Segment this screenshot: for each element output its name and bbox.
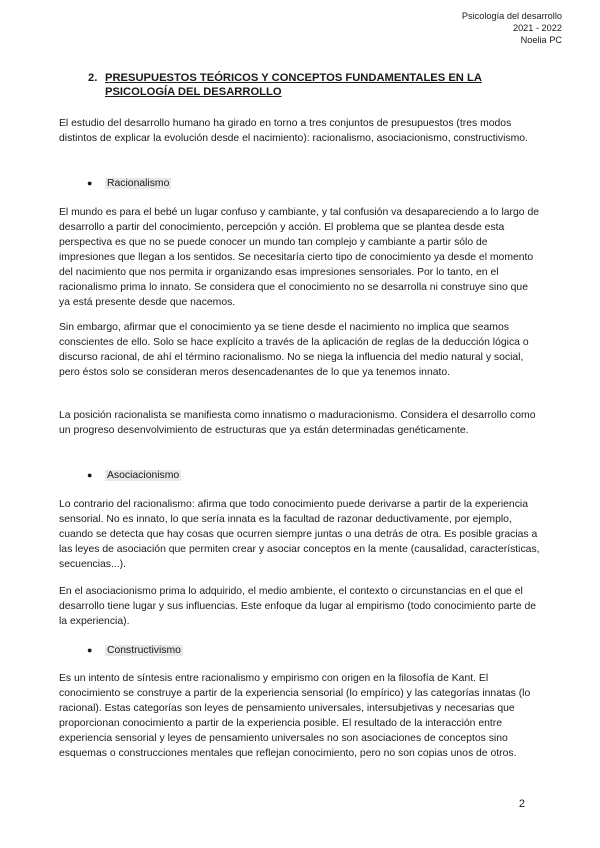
heading-racionalismo: Racionalismo [107, 178, 170, 189]
bullet-dot-icon: ● [87, 178, 93, 188]
heading-asociacionismo: Asociacionismo [107, 470, 180, 481]
intro-paragraph: El estudio del desarrollo humano ha girado en torno a tres conjuntos de presupuestos (tres modos distintos de explicar la evolución desde el nacimiento): racionalismo, asociacionismo, constructivismo. [59, 118, 528, 144]
author-name: Noelia PC [520, 35, 562, 46]
constructivismo-paragraph-1: Es un intento de síntesis entre racionalismo y empirismo con origen en la filosofía de Kant. El conocimiento se construye a partir de la experiencia sensorial (lo empírico) y las categorías innatas (lo racional). Estas categorías son leyes de pensamiento universales, intersubjetivas y necesarias que proporcionan conocimiento a partir de la experiencia posible. El resultado de la interacción entre experiencia sensorial y leyes de pensamiento universales no son asociaciones de conceptos sino esquemas o construcciones mentales que reflejan conocimiento, pero no son copias unos de otros. [59, 673, 531, 759]
page-number: 2 [518, 798, 525, 810]
bullet-racionalismo [87, 176, 171, 191]
section-heading [88, 71, 508, 99]
course-name: Psicología del desarrollo [461, 11, 562, 21]
academic-year: 2021 - 2022 [512, 23, 562, 34]
bullet-asociacionismo [87, 468, 181, 483]
bullet-constructivismo [87, 643, 183, 658]
asociacionismo-paragraph-1: Lo contrario del racionalismo: afirma que todo conocimiento puede derivarse a partir de la experiencia sensorial. No es innato, lo que sería innata es la facultad de razonar deductivamente, por ejemplo, cuando se detecta que hay cosas que ocurren siempre juntas o una detrás de otra. Es posible gracias a las leyes de asociación que permiten crear y asociar conceptos en la mente (causalidad, características, secuencias...). [59, 499, 540, 570]
racionalismo-paragraph-2: Sin embargo, afirmar que el conocimiento ya se tiene desde el nacimiento no implica que seamos conscientes de ello. Solo se hace explícito a través de la aplicación de reglas de la deducción lógica o discurso racional, de ahí el término racionalismo. No se niega la influencia del medio natural y social, pero éstos solo se consideran meros desencadenantes de lo que ya tenemos innato. [59, 322, 529, 378]
heading-constructivismo: Constructivismo [107, 645, 181, 656]
asociacionismo-paragraph-2: En el asociacionismo prima lo adquirido, el medio ambiente, el contexto o circunstancias en el que el desarrollo tiene lugar y sus influencias. Este enfoque da lugar al empirismo (todo conocimiento parte de la experiencia). [59, 586, 537, 627]
bullet-dot-icon: ● [87, 645, 93, 655]
racionalismo-paragraph-1: El mundo es para el bebé un lugar confuso y cambiante, y tal confusión va desapareciendo a lo largo de desarrollo a partir del conocimiento, percepción y acción. El problema que se plantea desde esta perspectiva es que no se puede conocer un mundo tan complejo y cambiante a partir sólo de impresiones que llegan a los sentidos. Se necesitaría cierto tipo de conocimiento ya desde el momento del nacimiento que nos permita ir organizando esas impresiones sensoriales. Por lo tanto, en el racionalismo prima lo innato. Se considera que el conocimiento no se desarrolla ni construye sino que ya está presente desde que nacemos. [59, 207, 540, 308]
bullet-dot-icon: ● [87, 470, 93, 480]
page-header [462, 10, 562, 47]
racionalismo-paragraph-3: La posición racionalista se manifiesta como innatismo o maduracionismo. Considera el desarrollo como un progreso desenvolvimiento de estructuras que ya están determinadas genéticamente. [59, 410, 536, 436]
section-title: PRESUPUESTOS TEÓRICOS Y CONCEPTOS FUNDAMENTALES EN LA PSICOLOGÍA DEL DESARROLLO [105, 72, 482, 98]
section-number: 2. [88, 72, 98, 84]
